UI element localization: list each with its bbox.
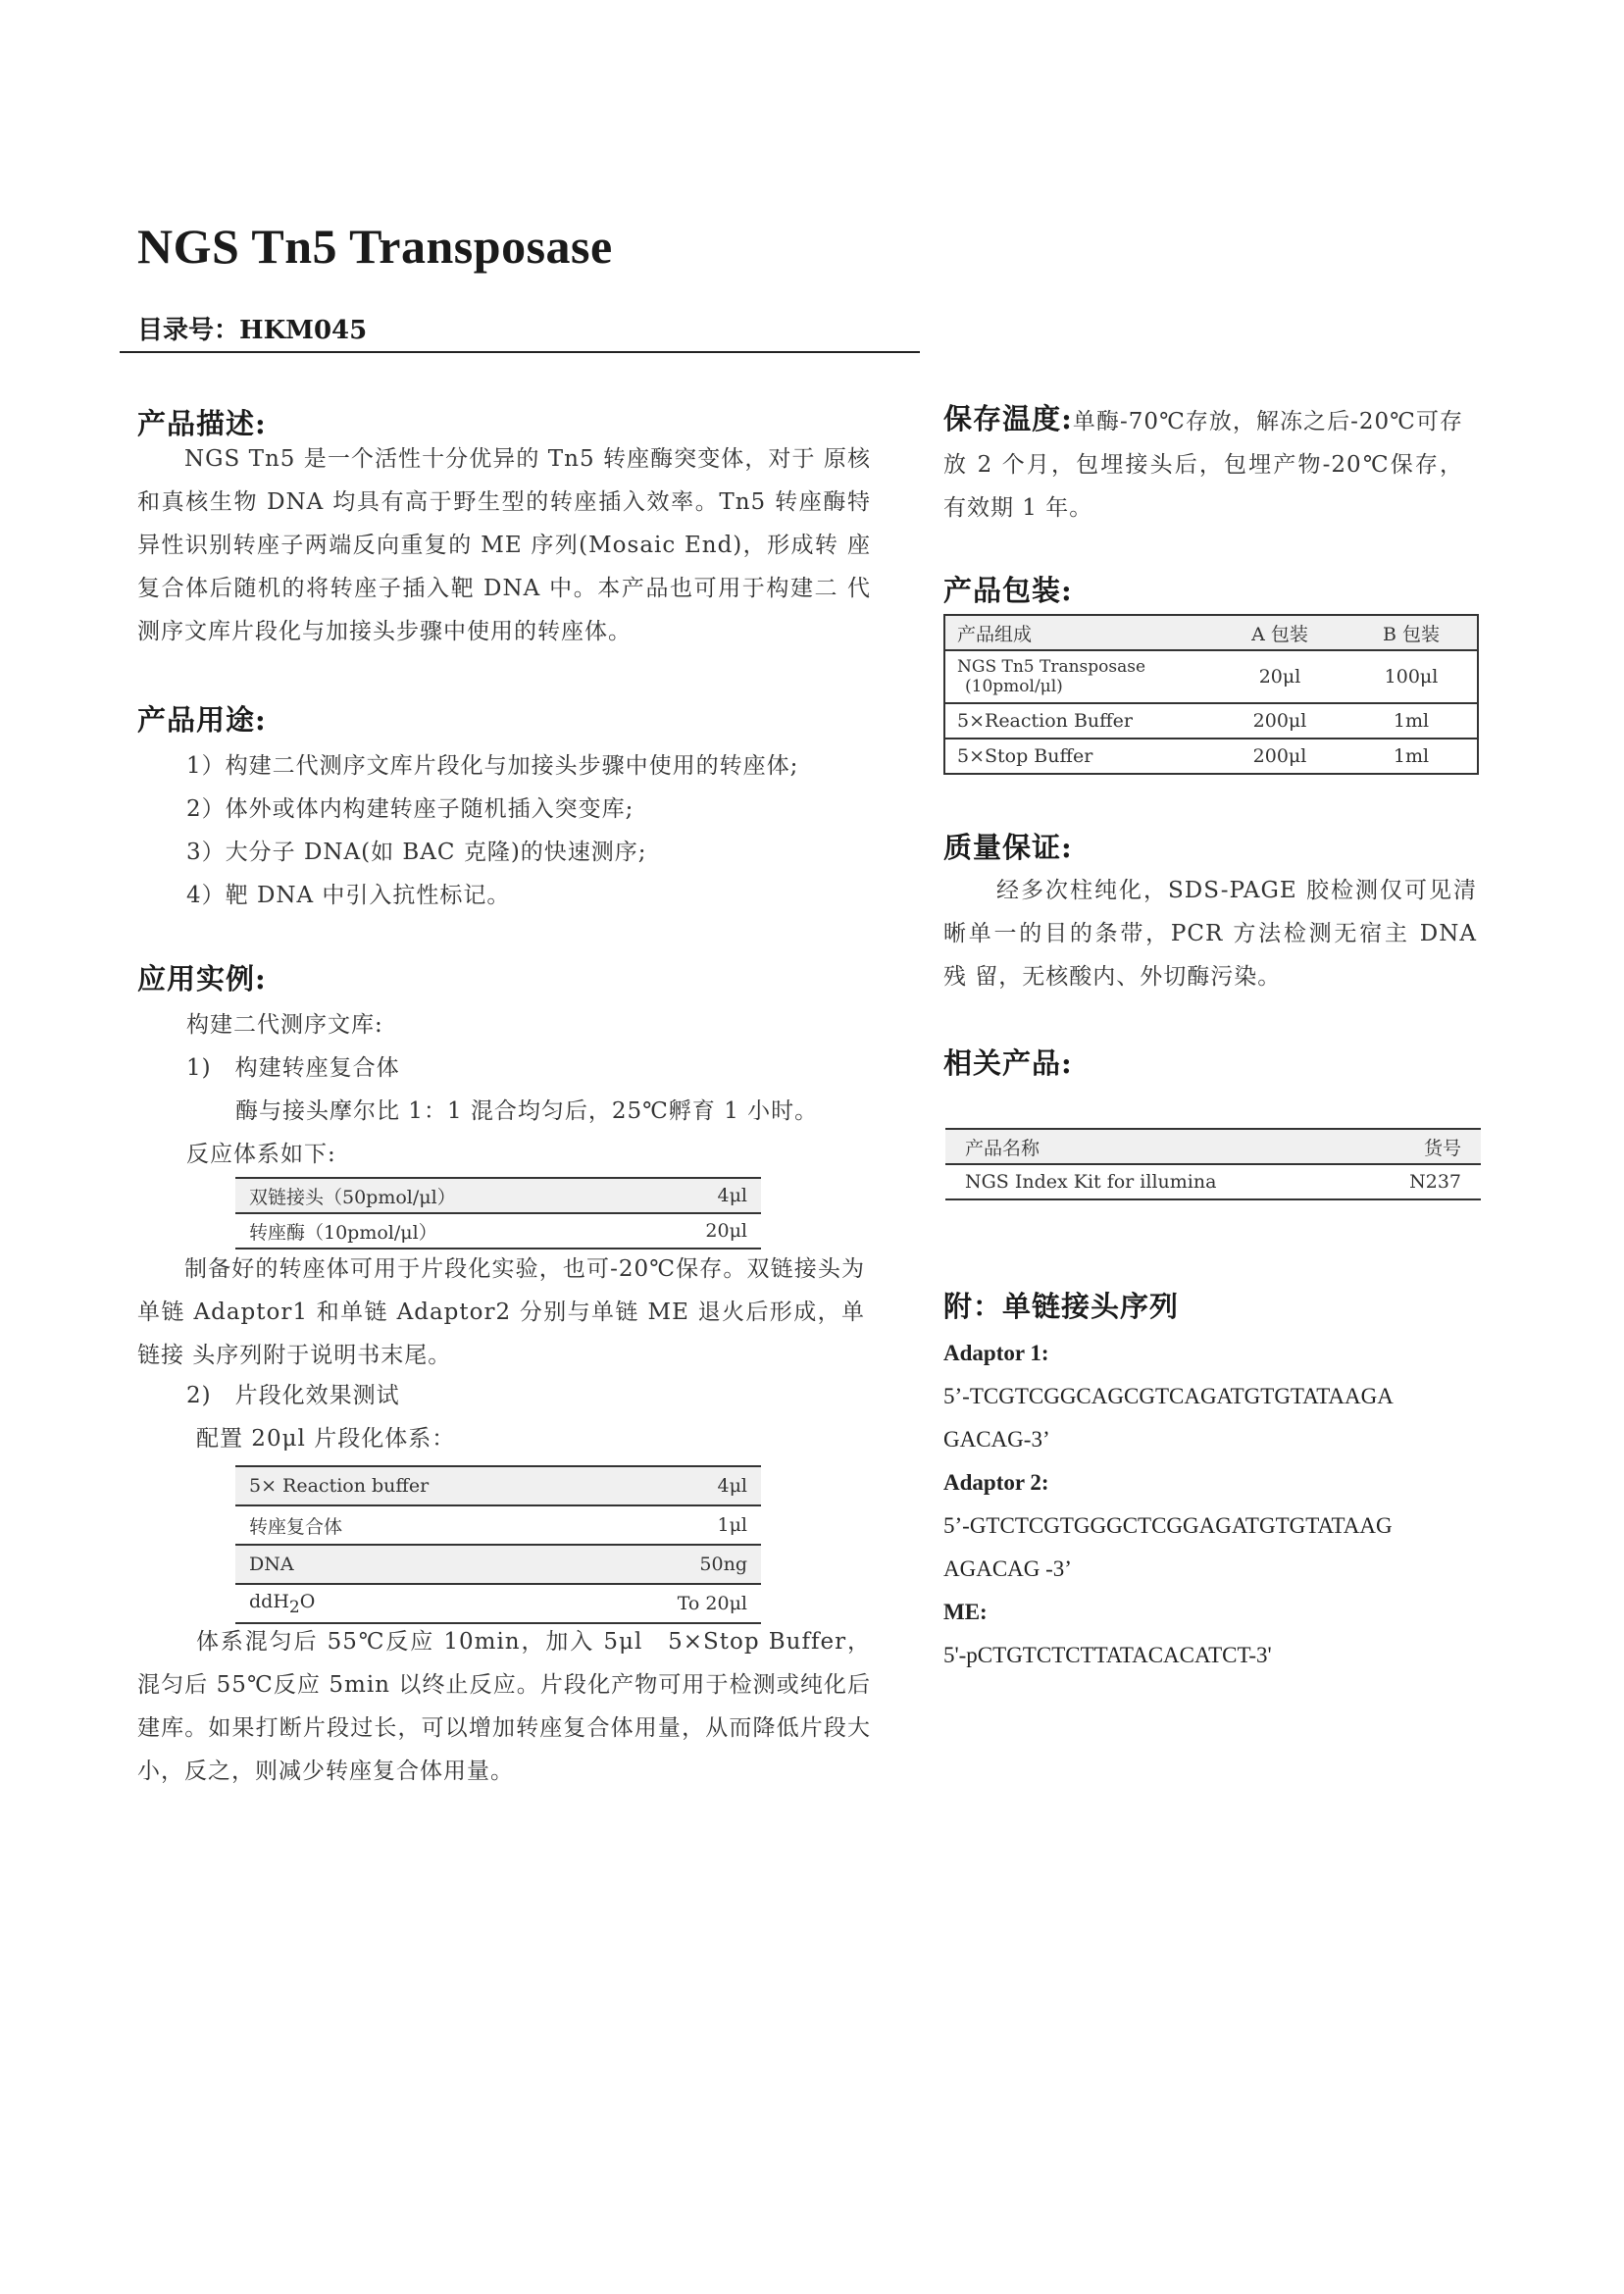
table-cell-name: ddH$_2$O [235, 1584, 593, 1623]
table-cell-name: NGS Index Kit for illumina [945, 1164, 1353, 1199]
table-row [235, 1545, 761, 1584]
table-cell-a: 200μl [1214, 739, 1345, 774]
table-cell-b: 100μl [1345, 650, 1478, 703]
table-cell-value: 4μl [593, 1466, 761, 1505]
storage-block [943, 398, 1463, 531]
usage-item: 2）体外或体内构建转座子随机插入突变库; [186, 796, 634, 822]
table-cell-value: 50ng [593, 1545, 761, 1584]
table-cell-b: 1ml [1345, 739, 1478, 774]
adaptor-sequences [943, 1332, 1493, 1677]
table-row [944, 650, 1478, 703]
table-row [235, 1466, 761, 1505]
table-row [235, 1505, 761, 1545]
description-text: NGS Tn5 是一个活性十分优异的 Tn5 转座酶突变体，对于 原核和真核生物 DNA 均具有高于野生型的转座插入效率。Tn5 转座酶特异性识别转座子两端反向重复的 ME 序列(Mosaic End)，形成转 座复合体后随机的将转座子插入靶 DNA 中。本产品也可用于构建二 代测序文库片段化与加接头步骤中使用的转座体。 [137, 446, 871, 644]
quality-heading: 质量保证: [943, 831, 1073, 864]
table-cell-id: N237 [1353, 1164, 1481, 1199]
me-label: ME: [943, 1600, 988, 1624]
table-cell-a: 20μl [1214, 650, 1345, 703]
table-cell-name: 双链接头（50pmol/μl） [235, 1178, 641, 1213]
table-header-cell: 产品名称 [945, 1129, 1353, 1164]
adaptor2-seq-line: 5’-GTCTCGTGGGCTCGGAGATGTGTATAAG [943, 1513, 1393, 1538]
usage-heading: 产品用途: [137, 703, 267, 737]
table-cell-name: 5× Reaction buffer [235, 1466, 593, 1505]
table-cell-name: DNA [235, 1545, 593, 1584]
reaction-table-1 [235, 1177, 761, 1249]
table-cell-value: 1μl [593, 1505, 761, 1545]
after-table2-text: 体系混匀后 55℃反应 10min，加入 5μl 5×Stop Buffer，混匀后 55℃反应 5min 以终止反应。片段化产物可用于检测或纯化后建库。如果打断片段过长，可以增加转座复合体用量，从而降低片段大小，反之，则减少转座复合体用量。 [137, 1629, 871, 1784]
table-row [945, 1164, 1481, 1199]
adaptor1-seq-line: 5’-TCGTCGGCAGCGTCAGATGTGTATAAGA [943, 1384, 1394, 1408]
packaging-heading: 产品包装: [943, 574, 1073, 607]
storage-text: 单酶-70℃存放，解冻之后-20℃可存放 2 个月，包埋接头后，包埋产物-20℃保存，有效期 1 年。 [943, 409, 1463, 521]
table-header-row [944, 615, 1478, 650]
table-header-cell: 货号 [1353, 1129, 1481, 1164]
header-rule [120, 351, 920, 353]
table-cell-value: 20μl [641, 1213, 761, 1249]
after-table1-text: 制备好的转座体可用于片段化实验，也可-20℃保存。双链接头为单链 Adaptor1 和单链 Adaptor2 分别与单链 ME 退火后形成，单链接 头序列附于说明书末尾。 [137, 1256, 865, 1368]
table-header-cell: B 包装 [1345, 615, 1478, 650]
table-row [944, 703, 1478, 739]
page-title: NGS Tn5 Transposase [137, 219, 613, 274]
usage-item: 1）构建二代测序文库片段化与加接头步骤中使用的转座体; [186, 753, 799, 779]
table-cell-name: 转座酶（10pmol/μl） [235, 1213, 641, 1249]
table-header-cell: 产品组成 [944, 615, 1214, 650]
table-cell-name: 5×Stop Buffer [944, 739, 1214, 774]
storage-heading: 保存温度: [943, 402, 1073, 435]
usage-item: 4）靶 DNA 中引入抗性标记。 [186, 883, 511, 908]
table-cell-b: 1ml [1345, 703, 1478, 739]
related-heading: 相关产品: [943, 1046, 1073, 1080]
me-seq: 5'-pCTGTCTCTTATACACATCT-3' [943, 1643, 1272, 1667]
table-cell-name: 5×Reaction Buffer [944, 703, 1214, 739]
step2-title: 2) 片段化效果测试 [186, 1383, 400, 1408]
table-cell-name: NGS Tn5 Transposase (10pmol/μl) [944, 650, 1214, 703]
system-label: 反应体系如下: [186, 1142, 336, 1167]
usage-item: 3）大分子 DNA(如 BAC 克隆)的快速测序; [186, 840, 647, 865]
step1-title: 1) 构建转座复合体 [186, 1055, 400, 1081]
fragmentation-table [235, 1465, 761, 1624]
table-header-row [945, 1129, 1481, 1164]
step2-label: 配置 20μl 片段化体系： [196, 1426, 456, 1452]
adaptor2-label: Adaptor 2: [943, 1470, 1049, 1495]
example-heading: 应用实例: [137, 962, 267, 995]
quality-text: 经多次柱纯化，SDS-PAGE 胶检测仅可见清晰单一的目的条带，PCR 方法检测无宿主 DNA 残 留，无核酸内、外切酶污染。 [943, 878, 1477, 990]
catalog-number: 目录号：HKM045 [137, 316, 368, 345]
description-heading: 产品描述: [137, 407, 267, 440]
table-cell-value: 4μl [641, 1178, 761, 1213]
adaptor1-label: Adaptor 1: [943, 1341, 1049, 1365]
table-row [944, 739, 1478, 774]
adaptor2-seq-line: AGACAG -3’ [943, 1556, 1072, 1581]
packaging-table [943, 614, 1479, 775]
table-cell-a: 200μl [1214, 703, 1345, 739]
appendix-heading: 附：单链接头序列 [943, 1290, 1180, 1323]
table-row [235, 1584, 761, 1623]
table-cell-name: 转座复合体 [235, 1505, 593, 1545]
table-header-cell: A 包装 [1214, 615, 1345, 650]
adaptor1-seq-line: GACAG-3’ [943, 1427, 1050, 1452]
example-intro: 构建二代测序文库: [186, 1012, 383, 1038]
table-cell-value: To 20μl [593, 1584, 761, 1623]
table-row [235, 1178, 761, 1213]
table-row [235, 1213, 761, 1249]
step1-text: 酶与接头摩尔比 1：1 混合均匀后，25℃孵育 1 小时。 [235, 1098, 819, 1124]
related-table [945, 1128, 1481, 1200]
